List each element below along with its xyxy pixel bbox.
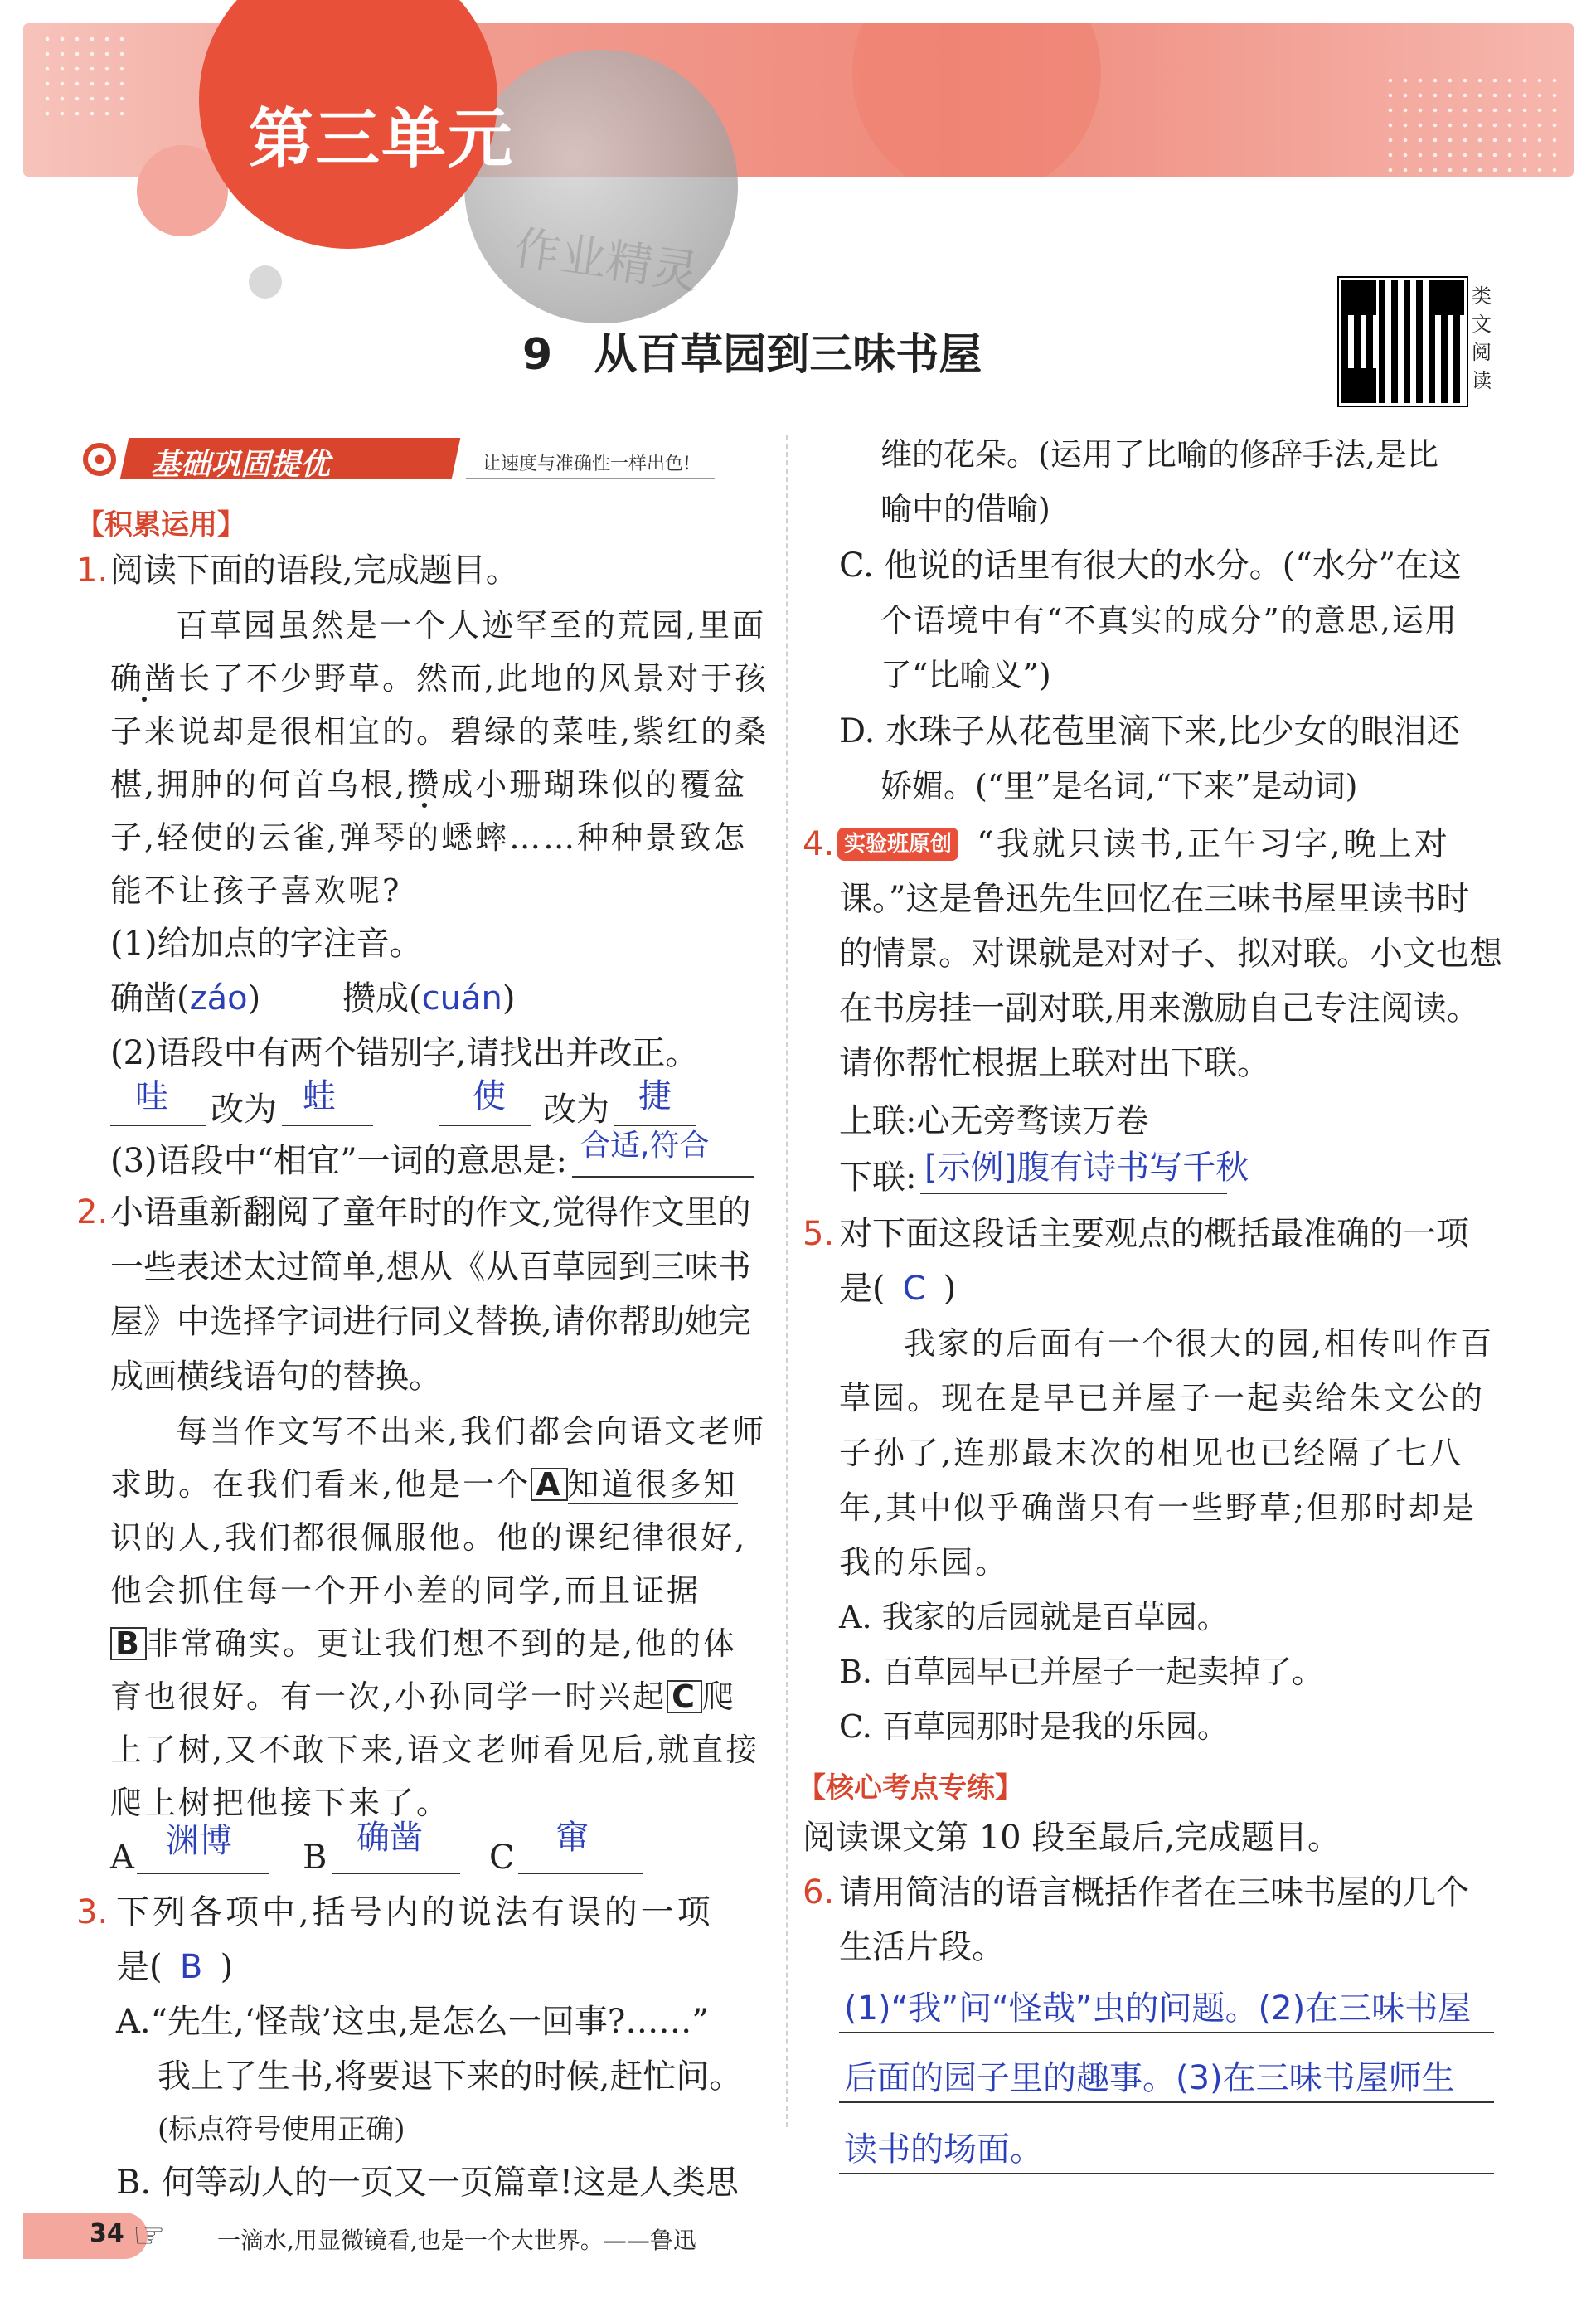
lesson-number: 9 [522, 330, 553, 380]
section-banner-slogan: 让速度与准确性一样出色! [483, 454, 691, 474]
q5-passage-line: 年,其中似乎确凿只有一些野草;但那时却是 [839, 1489, 1477, 1526]
q3-optC-line1: C. 他说的话里有很大的水分。(“水分”在这 [839, 546, 1463, 585]
q1-passage-line: 椹,拥肿的何首乌根,攒成小珊瑚珠似的覆盆 [110, 766, 748, 803]
sub-heading-hexin: 【核心考点专练】 [798, 1771, 1023, 1805]
q1-sub3-answer[interactable]: 合适,符合 [580, 1129, 710, 1163]
q2-ans-b[interactable]: 确凿 [357, 1819, 423, 1857]
q5-passage-line: 我的乐园。 [839, 1544, 1010, 1581]
q5-optA: A. 我家的后园就是百草园。 [839, 1599, 1229, 1635]
q4-line: 在书房挂一副对联,用来激励自己专注阅读。 [839, 989, 1480, 1027]
q2-box-c: C [667, 1680, 702, 1713]
q3-answer[interactable]: B [179, 1948, 203, 1986]
q2-stem-line: 小语重新翻阅了童年时的作文,觉得作文里的 [110, 1193, 751, 1231]
q3-optA-line1: A.“先生,‘怪哉’这虫,是怎么一回事?……” [116, 2003, 709, 2041]
q2-passage-line: 每当作文写不出来,我们都会向语文老师 [176, 1413, 767, 1450]
section-banner-title: 基础巩固提优 [151, 448, 331, 482]
q1-sub2-correct1[interactable]: 蛙 [303, 1077, 336, 1115]
target-icon [83, 443, 116, 476]
qr-side-label: 类文阅读 [1472, 284, 1492, 392]
q4-line: “我就只读书,正午习字,晚上对 [977, 825, 1450, 863]
q5-stem1: 对下面这段话主要观点的概括最准确的一项 [839, 1215, 1469, 1253]
q6-stem1: 请用简洁的语言概括作者在三味书屋的几个 [839, 1873, 1469, 1912]
q1-passage-line: 百草园虽然是一个人迹罕至的荒园,里面 [176, 607, 767, 644]
q2-ans-b-label: B [303, 1839, 327, 1877]
q1-sub1-b-answer[interactable]: cuán [421, 979, 502, 1018]
q2-ans-c[interactable]: 窜 [555, 1819, 589, 1857]
q2-stem-line: 一些表述太过简单,想从《从百草园到三味书 [110, 1248, 751, 1286]
q4-line: 课。”这是鲁迅先生回忆在三味书屋里读书时 [839, 880, 1470, 918]
q1-passage-line: 子来说却是很相宜的。碧绿的菜哇,紫红的桑 [110, 713, 769, 750]
watermark: 作业精灵 [510, 221, 702, 301]
q1-sub2: (2)语段中有两个错别字,请找出并改正。 [110, 1034, 699, 1072]
dot-pattern-left [40, 32, 131, 123]
q3-number: 3. [76, 1893, 109, 1931]
q1-sub1-a-answer[interactable]: záo [189, 979, 248, 1018]
q2-passage-line: 求助。在我们看来,他是一个 A 知道很多知 [110, 1466, 738, 1503]
unit-title: 第三单元 [249, 102, 515, 177]
q6-answer-line[interactable]: 读书的场面。 [844, 2130, 1043, 2169]
q6-stem2: 生活片段。 [839, 1928, 1005, 1966]
q1-passage-line: 能不让孩子喜欢呢? [110, 872, 402, 909]
q4-number: 4. [803, 825, 835, 863]
footer-quote: 一滴水,用显微镜看,也是一个大世界。——鲁迅 [217, 2227, 696, 2254]
q2-passage-line: 他会抓住每一个开小差的同学,而且证据 [110, 1572, 701, 1609]
q6-answer-line[interactable]: (1)“我”问“怪哉”虫的问题。(2)在三味书屋 [844, 1989, 1472, 2028]
q3-optD-line1: D. 水珠子从花苞里滴下来,比少女的眼泪还 [839, 712, 1460, 751]
q2-box-b: B [110, 1627, 147, 1660]
q5-optB: B. 百草园早已并屋子一起卖掉了。 [839, 1654, 1324, 1690]
lesson-title [522, 319, 982, 381]
q1-sub2-correct2[interactable]: 捷 [638, 1077, 672, 1115]
q2-passage-line: B 非常确实。更让我们想不到的是,他的体 [110, 1627, 737, 1660]
q5-stem2: 是( C ) [839, 1270, 957, 1308]
q3-optB-line1: B. 何等动人的一页又一页篇章!这是人类思 [116, 2164, 739, 2202]
q1-sub1-a: 确凿(záo) [110, 979, 261, 1018]
q3-optB-line3: 喻中的借喻) [880, 491, 1050, 527]
dot-pattern-right [1383, 73, 1565, 172]
q2-stem-line: 成画横线语句的替换。 [110, 1358, 442, 1396]
q2-passage-line: 育也很好。有一次,小孙同学一时兴起 C 爬 [110, 1678, 736, 1715]
q5-number: 5. [803, 1215, 835, 1253]
q2-ans-c-label: C [489, 1839, 515, 1877]
q3-optA-line2: 我上了生书,将要退下来的时候,赶忙问。 [158, 2057, 743, 2096]
q1-sub2-wrong1[interactable]: 哇 [135, 1077, 168, 1115]
column-divider [786, 435, 788, 2127]
page-number: 34 [90, 2219, 124, 2248]
q5-passage-line: 草园。现在是早已并屋子一起卖给朱文公的 [839, 1380, 1486, 1416]
q4-line: 请你帮忙根据上联对出下联。 [839, 1044, 1270, 1082]
q2-passage-line: 上了树,又不敢下来,语文老师看见后,就直接 [110, 1732, 760, 1768]
q1-passage-line: 确凿长了不少野草。然而,此地的风景对于孩 [110, 660, 769, 697]
q3-optC-line3: 了“比喻义”) [880, 657, 1051, 693]
q2-ans-a[interactable]: 渊博 [166, 1822, 232, 1860]
q3-optB-line2: 维的花朵。(运用了比喻的修辞手法,是比 [880, 436, 1438, 473]
q2-stem-line: 屋》中选择字词进行同义替换,请你帮助她完 [110, 1303, 751, 1341]
hand-icon: ☞ [133, 2214, 166, 2256]
section-banner [76, 438, 731, 481]
q5-passage-line: 子孙了,连那最末次的相见也已经隔了七八 [839, 1435, 1464, 1471]
q2-passage-line: 识的人,我们都很佩服他。他的课纪律很好, [110, 1519, 748, 1556]
q5-optC: C. 百草园那时是我的乐园。 [839, 1708, 1229, 1745]
decor-circle-dark [852, 23, 1101, 177]
q3-stem2: 是( B ) [116, 1948, 234, 1986]
q6-number: 6. [803, 1873, 835, 1912]
q1-sub2-gaiwei2: 改为 [543, 1091, 609, 1129]
q5-passage-line: 我家的后面有一个很大的园,相传叫作百 [904, 1325, 1495, 1362]
q1-sub2-wrong2[interactable]: 使 [473, 1077, 506, 1115]
q3-stem1: 下列各项中,括号内的说法有误的一项 [116, 1893, 714, 1931]
q3-optA-line3: (标点符号使用正确) [158, 2113, 405, 2146]
sub-heading-jilei: 【积累运用】 [76, 508, 245, 542]
reading-instruction: 阅读课文第 10 段至最后,完成题目。 [803, 1819, 1341, 1857]
q4-tag: 实验班原创 [837, 828, 958, 861]
q1-passage-line: 子,轻使的云雀,弹琴的蟋蟀……种种景致怎 [110, 819, 748, 856]
q5-answer[interactable]: C [902, 1270, 926, 1308]
q3-optC-line2: 个语境中有“不真实的成分”的意思,运用 [880, 602, 1458, 639]
q4-xialian-label: 下联: [839, 1159, 917, 1197]
decor-circle-tiny [249, 265, 282, 299]
q2-number: 2. [76, 1193, 109, 1231]
q1-sub2-gaiwei1: 改为 [211, 1091, 277, 1129]
q2-passage-line: 爬上树把他接下来了。 [110, 1785, 451, 1821]
q3-optD-line2: 娇媚。(“里”是名词,“下来”是动词) [880, 768, 1358, 804]
q2-box-a: A [531, 1468, 567, 1501]
q1-sub1-b: 攒成(cuán) [342, 979, 516, 1018]
q2-ans-a-label: A [110, 1839, 134, 1877]
qr-code[interactable] [1339, 278, 1467, 406]
q4-line: 的情景。对课就是对对子、拟对联。小文也想 [839, 935, 1502, 973]
q6-answer-line[interactable]: 后面的园子里的趣事。(3)在三味书屋师生 [844, 2059, 1455, 2097]
lesson-name: 从百草园到三味书屋 [594, 330, 982, 380]
q1-sub1: (1)给加点的字注音。 [110, 925, 423, 963]
q1-sub3: (3)语段中“相宜”一词的意思是: [110, 1142, 568, 1180]
footer-page-tab [23, 2213, 148, 2259]
q4-shanglian: 上联:心无旁骛读万卷 [839, 1102, 1149, 1140]
q1-stem: 阅读下面的语段,完成题目。 [110, 551, 519, 590]
q4-xialian-answer[interactable]: [示例]腹有诗书写千秋 [924, 1149, 1249, 1187]
q1-number: 1. [76, 551, 109, 590]
